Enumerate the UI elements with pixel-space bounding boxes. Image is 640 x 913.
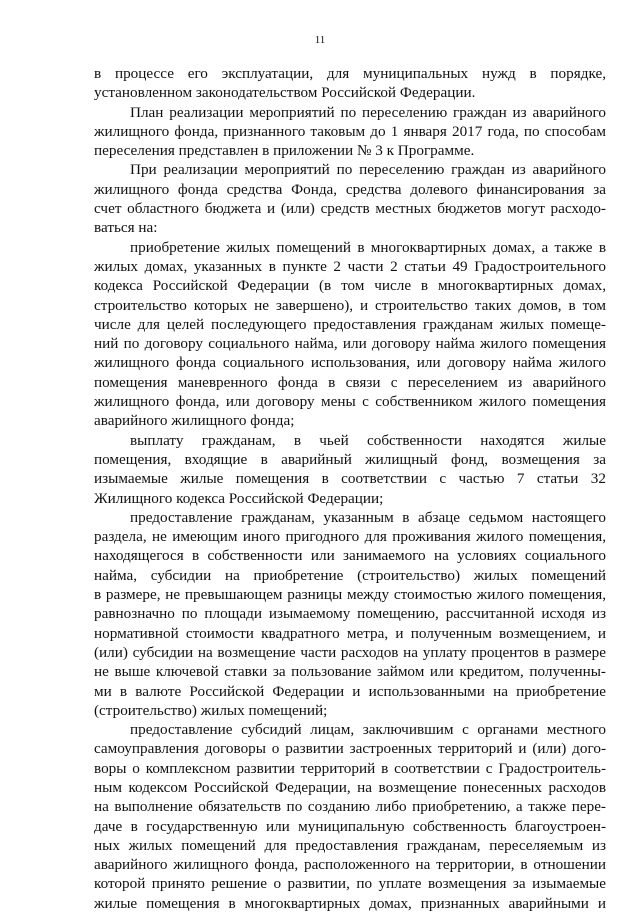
text-line: даче в государственную или муниципальную собственность благоустроен- <box>94 817 606 835</box>
text-line: помещения, входящие в аварийный жилищный фонд, возмещения за <box>94 450 606 468</box>
text-line: жилищного фонда, или договору мены с собственником жилого помещения <box>94 393 606 411</box>
text-line: установленном законодательством Российской Федерации. <box>94 84 476 102</box>
paragraph <box>94 64 606 103</box>
paragraph <box>94 431 606 508</box>
paragraph <box>94 238 606 431</box>
text-line: предоставление гражданам, указанным в абзаце седьмом настоящего <box>130 508 606 526</box>
paragraph <box>94 720 606 913</box>
text-line: жилых домах, указанных в пункте 2 части 2 статьи 49 Градостроительного <box>94 257 606 275</box>
text-line: ным кодексом Российской Федерации, на возмещение понесенных расходов <box>94 778 606 796</box>
text-line: ваться на: <box>94 219 158 237</box>
text-line: изымаемые жилые помещения в соответствии с частью 7 статьи 32 <box>94 470 606 488</box>
text-line: счет областного бюджета и (или) средств местных бюджетов могут расходо- <box>94 200 606 218</box>
text-line: аварийного жилищного фонда; <box>94 412 295 430</box>
document-body <box>94 64 606 913</box>
text-line: переселения представлен в приложении № 3 к Программе. <box>94 142 475 160</box>
page-number: 11 <box>314 34 326 46</box>
text-line: на выполнение обязательств по созданию либо приобретению, а также пере- <box>94 798 606 816</box>
text-line: помещения маневренного фонда в связи с переселением из аварийного <box>94 373 606 391</box>
text-line: Жилищного кодекса Российской Федерации; <box>94 489 384 507</box>
text-line: не выше ключевой ставки за пользование займом или кредитом, полученны- <box>94 663 606 681</box>
text-line: в процессе его эксплуатации, для муниципальных нужд в порядке, <box>94 65 606 82</box>
text-line: в размере, не превышающем разницы между стоимостью жилого помещения, <box>94 586 606 604</box>
text-line: равнозначно по площади изымаемому помещению, рассчитанной исходя из <box>94 605 606 623</box>
text-line: (или) субсидии на возмещение части расходов на уплату процентов в размере <box>94 643 606 661</box>
text-line: которой принято решение о развитии, по уплате возмещения за изымаемые <box>94 875 606 893</box>
text-line: самоуправления договоры о развитии застроенных территорий и (или) дого- <box>94 740 606 758</box>
text-line: жилищного фонда средства Фонда, средства долевого финансирования за <box>94 180 606 198</box>
text-line: ных жилых помещений для предоставления гражданам, переселяемым из <box>94 836 606 854</box>
paragraph <box>94 103 606 161</box>
text-line: (строительство) жилых помещений; <box>94 701 328 719</box>
text-line: При реализации мероприятий по переселению граждан из аварийного <box>130 161 606 179</box>
paragraph <box>94 160 606 237</box>
text-line: аварийного жилищного фонда, расположенного на территории, в отношении <box>94 856 606 874</box>
text-line: нормативной стоимости квадратного метра, и полученным возмещением, и <box>94 624 606 642</box>
text-line: жилые помещения в многоквартирных домах, признанных аварийными и <box>94 894 606 912</box>
text-line: приобретение жилых помещений в многоквартирных домах, а также в <box>130 238 606 256</box>
text-line: План реализации мероприятий по переселению граждан из аварийного <box>130 103 606 121</box>
text-line: кодекса Российской Федерации (в том числе в многоквартирных домах, <box>94 277 606 295</box>
text-line: строительство которых не завершено), и строительство таких домов, в том <box>94 296 606 314</box>
text-line: раздела, не имеющим иного пригодного для проживания жилого помещения, <box>94 528 606 546</box>
text-line: выплату гражданам, в чьей собственности находятся жилые <box>130 431 606 449</box>
text-line: найма, субсидии на приобретение (строительство) жилых помещений <box>94 566 606 584</box>
text-line: воры о комплексном развитии территорий в соответствии с Градостроитель- <box>94 759 606 777</box>
text-line: ми в валюте Российской Федерации и использованными на приобретение <box>94 682 606 700</box>
text-line: находящегося в собственности или занимаемого на условиях социального <box>94 547 606 565</box>
text-line: ний по договору социального найма, или договору найма жилого помещения <box>94 335 606 353</box>
text-line: жилищного фонда, признанного таковым до 1 января 2017 года, по способам <box>94 122 606 140</box>
text-line: числе для целей последующего предоставления гражданам жилых помеще- <box>94 315 606 333</box>
paragraph <box>94 508 606 720</box>
text-line: жилищного фонда социального использования, или договору найма жилого <box>94 354 606 372</box>
text-line: предоставление субсидий лицам, заключившим с органами местного <box>130 721 606 739</box>
